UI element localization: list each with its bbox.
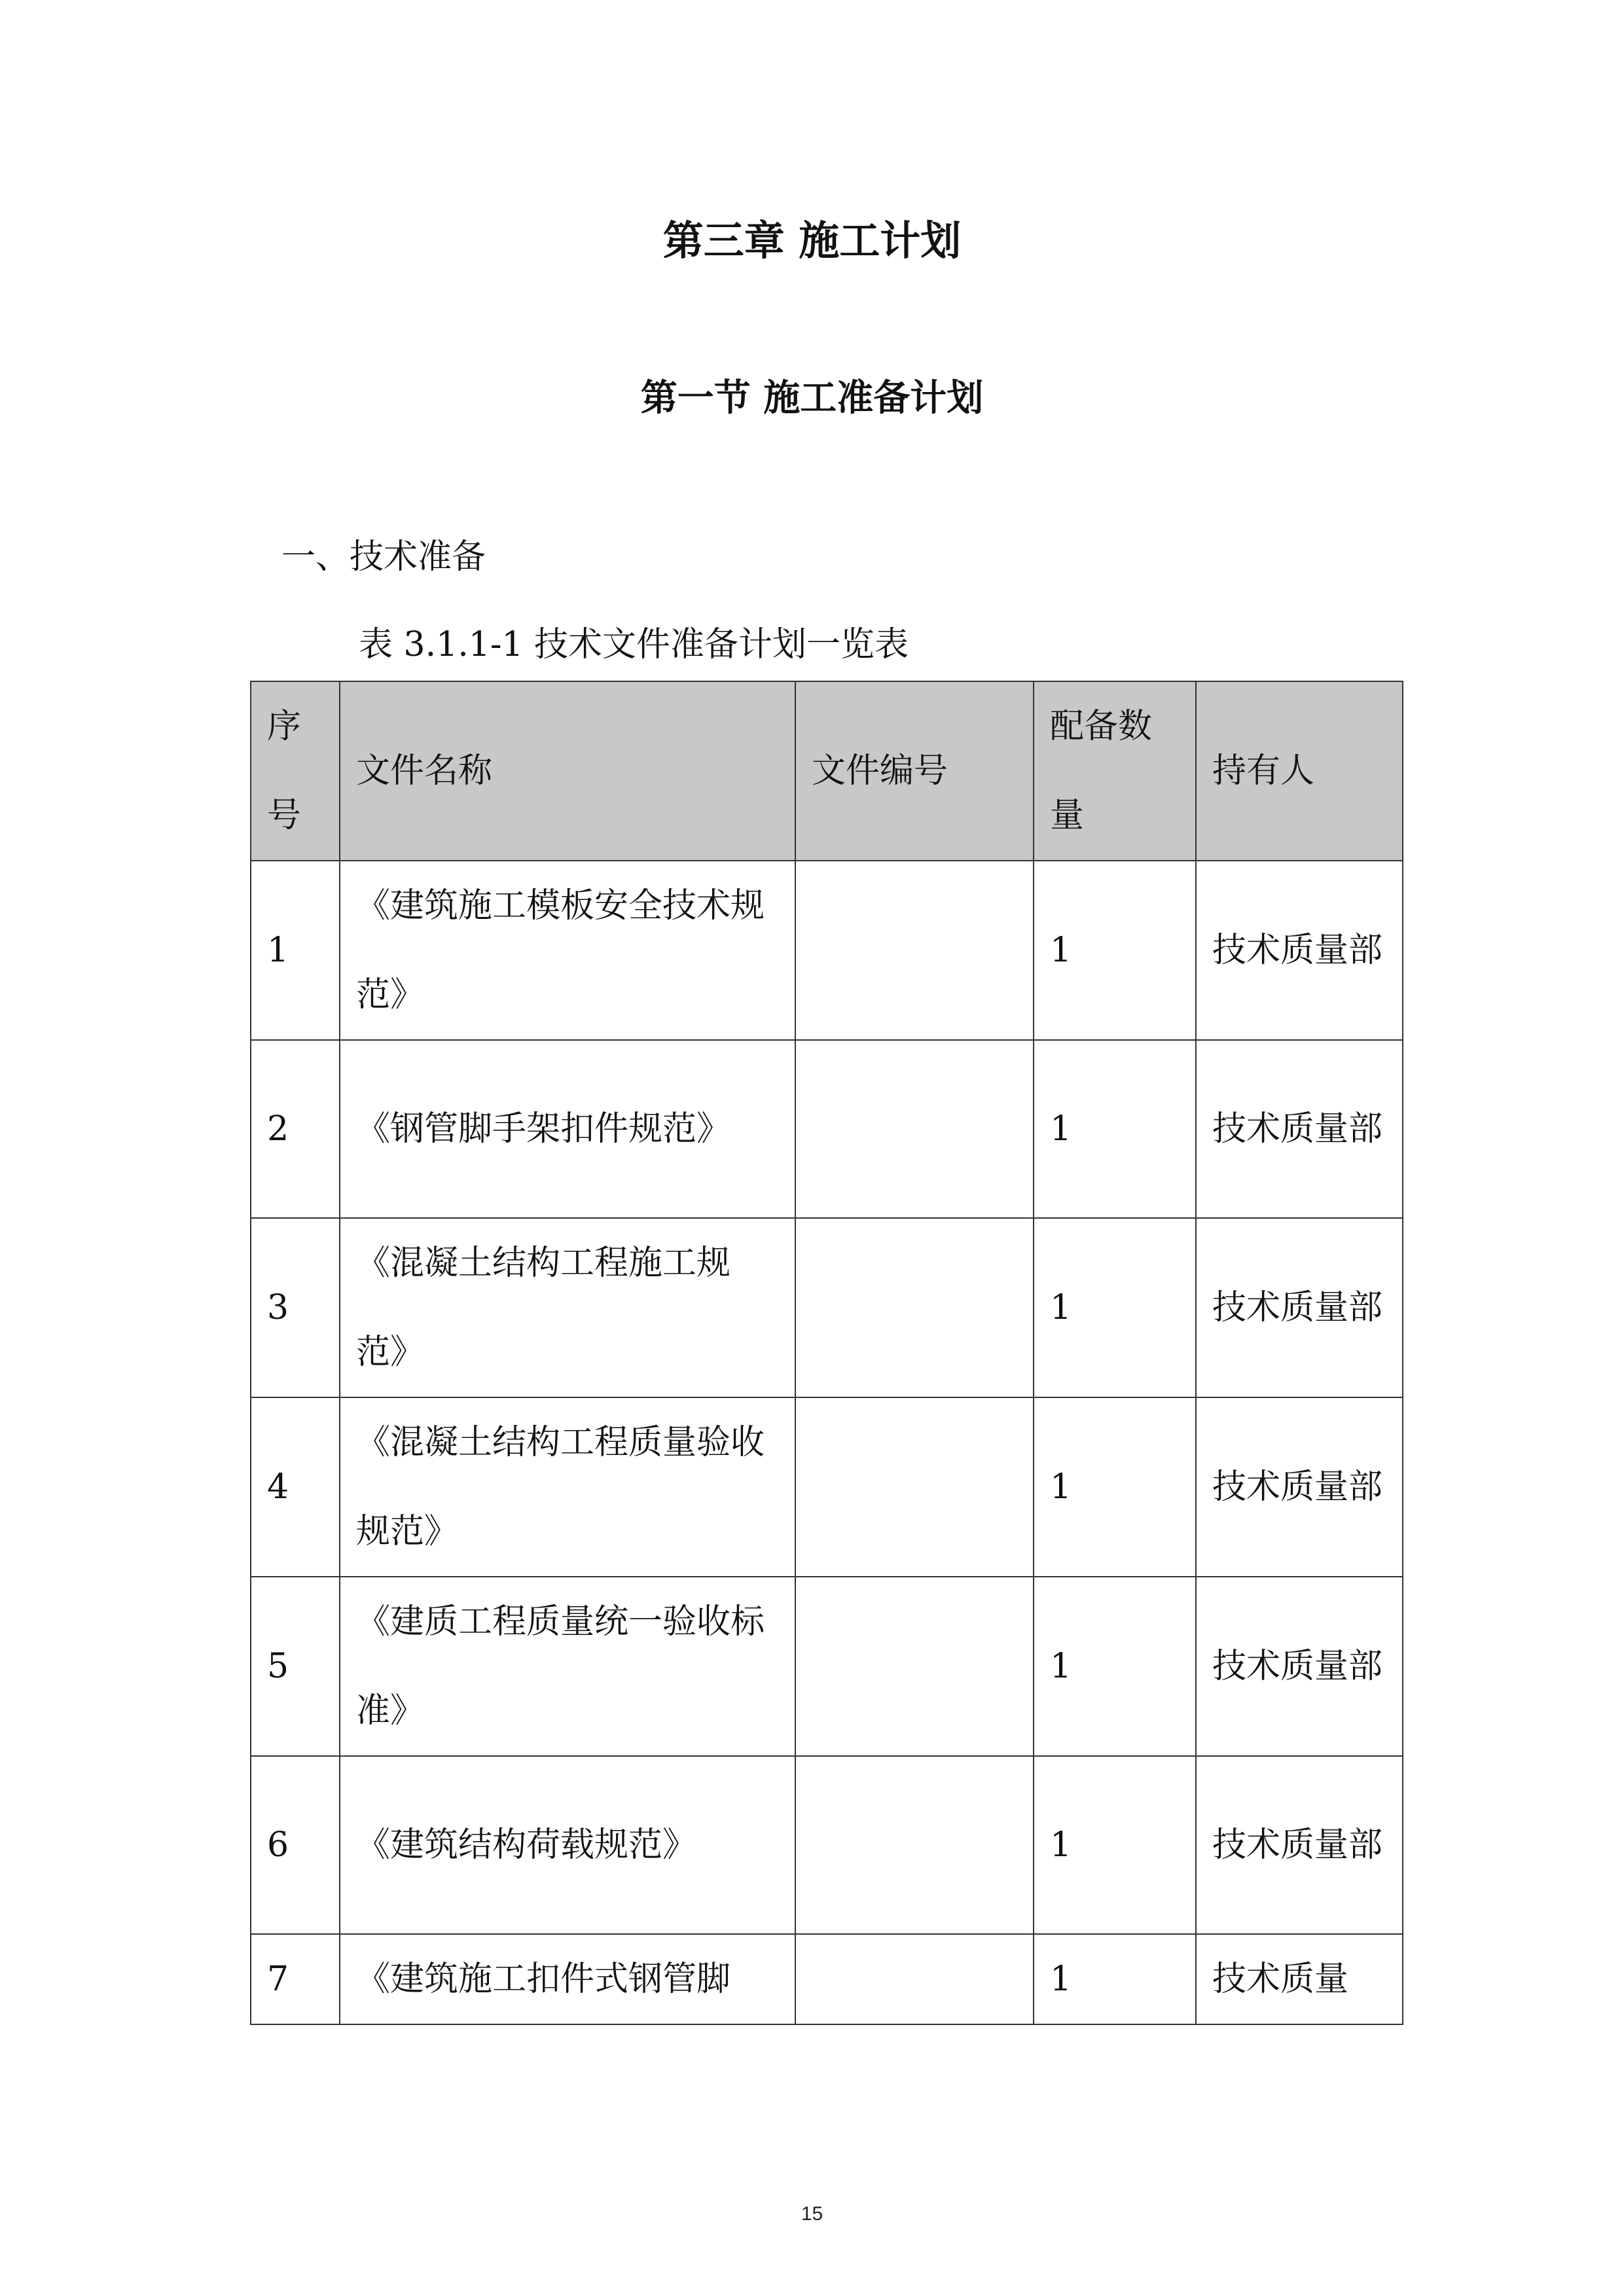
cell-code [795,1756,1034,1934]
cell-holder: 技术质量部 [1196,1577,1403,1756]
table-header-row [251,681,1403,861]
cell-holder: 技术质量 [1196,1934,1403,2024]
cell-name: 《建筑结构荷载规范》 [340,1756,795,1934]
cell-qty: 1 [1034,1934,1196,2024]
cell-code [795,1934,1034,2024]
cell-no: 7 [251,1934,340,2024]
cell-qty: 1 [1034,861,1196,1040]
cell-name: 《混凝土结构工程施工规范》 [340,1218,795,1397]
table-row [251,1397,1403,1577]
table-row [251,1934,1403,2024]
cell-code [795,1397,1034,1577]
cell-holder: 技术质量部 [1196,1756,1403,1934]
cell-qty: 1 [1034,1756,1196,1934]
cell-no: 4 [251,1397,340,1577]
cell-holder: 技术质量部 [1196,1397,1403,1577]
cell-name: 《建筑施工扣件式钢管脚 [340,1934,795,2024]
header-no: 序号 [251,681,340,861]
chapter-title: 第三章 施工计划 [662,217,962,264]
cell-holder: 技术质量部 [1196,861,1403,1040]
cell-qty: 1 [1034,1040,1196,1218]
cell-code [795,861,1034,1040]
cell-code [795,1577,1034,1756]
cell-qty: 1 [1034,1577,1196,1756]
cell-no: 3 [251,1218,340,1397]
cell-no: 1 [251,861,340,1040]
table-row [251,1577,1403,1756]
table-row [251,1218,1403,1397]
cell-holder: 技术质量部 [1196,1040,1403,1218]
cell-no: 2 [251,1040,340,1218]
header-code: 文件编号 [795,681,1034,861]
table-row [251,861,1403,1040]
tech-docs-table [250,681,1403,2025]
cell-code [795,1218,1034,1397]
header-holder: 持有人 [1196,681,1403,861]
cell-name: 《建质工程质量统一验收标准》 [340,1577,795,1756]
section-title: 第一节 施工准备计划 [640,377,984,420]
table-caption: 表 3.1.1-1 技术文件准备计划一览表 [359,625,909,664]
cell-holder: 技术质量部 [1196,1218,1403,1397]
table-row [251,1756,1403,1934]
table-row [251,1040,1403,1218]
cell-qty: 1 [1034,1397,1196,1577]
cell-no: 6 [251,1756,340,1934]
cell-name: 《混凝土结构工程质量验收规范》 [340,1397,795,1577]
cell-qty: 1 [1034,1218,1196,1397]
page-number: 15 [801,2203,823,2225]
subsection-title: 一、技术准备 [281,537,486,577]
cell-name: 《建筑施工模板安全技术规范》 [340,861,795,1040]
cell-no: 5 [251,1577,340,1756]
header-qty: 配备数量 [1034,681,1196,861]
cell-code [795,1040,1034,1218]
cell-name: 《钢管脚手架扣件规范》 [340,1040,795,1218]
header-name: 文件名称 [340,681,795,861]
